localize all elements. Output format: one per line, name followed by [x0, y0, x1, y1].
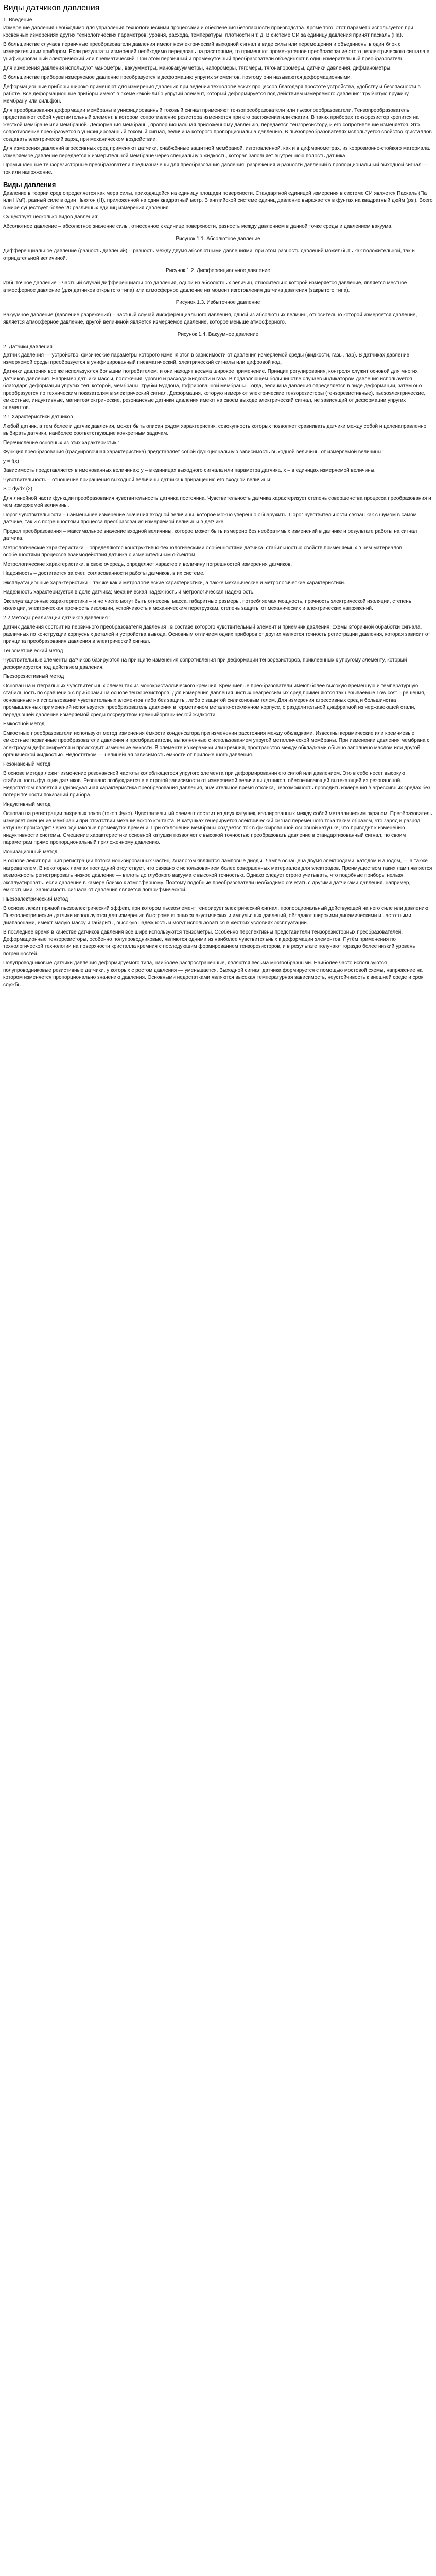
paragraph: Надежность характеризуется в доле датчика; механическая надежность и метрологическая надежность.	[3, 589, 255, 595]
figure-caption: Рисунок 1.2. Дифференциальное давление	[166, 268, 270, 274]
paragraph: Порог чувствительности – наименьшее изменение значения входной величины, которое можно уверенно обнаружить. Порог чувствительности связан как с шумом в самом датчике, так и с погрешностями процесса преобразования измеряемой величины в датчике.	[3, 512, 418, 525]
paragraph: В основе лежит прямой пьезоэлектрический эффект, при котором пьезоэлемент генерирует электрический сигнал, пропорциональный действующей на него силе или давлению. Пьезоэлектрические датчики используются для измерения быстроменяющихся акустических и импульсных давлений, обладают широкими динамическими и частотными диапазонами, имеют малую массу и габариты, высокую надежность и могут использоваться в жестких условиях эксплуатации.	[3, 906, 431, 926]
paragraph: Датчики давления все же используются большим потребителем, и они находят весьма широкое применение. Принцип регулирования, контроля служит основой для многих датчиков давления. Например датчики массы, положения, уровня и расхода жидкости и газа. В подавляющем большинстве случаев индикатором давления используется благодаря деформации упругих тел, которой, мембраны, трубки Бурдона, гофрированной мембраны. Тогда, величина давления определяется в виде деформации, затем оно преобразуется по техническим показателям в электрический сигнал. Деформация, которую измеряют электрические тензорезисторы (тензорезистивные), пьезоэлектрические, емкостные, индуктивные, магнитоэлектрические, резонансные датчики давления имеют на своем выходе электрический сигнал, не зависящий от деформации упругих элементов.	[3, 369, 427, 411]
paragraph: Для измерения давления используют манометры, вакуумметры, мановакуумметры, напоромеры, тягомеры, тягонапоромеры, датчики давления, дифманометры.	[3, 65, 392, 71]
paragraph: Зависимость представляется в именованных величинах: y – в единицах выходного сигнала или параметра датчика, x – в единицах измеряемой величины.	[3, 468, 376, 473]
paragraph: Для преобразования деформации мембраны в унифицированный токовый сигнал применяют тензопреобразователи или пьезопреобразователи. Тензопреобразователь представляет собой чувствительный элемент, в котором сопротивление резистора изменяется при его растяжении или сжатии. В таких приборах тензорезистор крепится на жесткой мембране или мембраной. Деформация мембраны, пропорциональная приложенному давлению, передается тензорезистору, и его сопротивление изменяется. Это сопротивление преобразуется в унифицированный токовый сигнал, величина которого пропорциональна давлению. В пьезопреобразователях используется свойство кристаллов создавать электрический заряд при механическом воздействии.	[3, 108, 433, 142]
paragraph: Пьезоэлектрический метод	[3, 896, 68, 902]
paragraph: Метрологические характеристики – определяются конструктивно-технологическими особенностями датчика, стабильностью свойств применяемых в нем материалов, особенностями процессов взаимодействия датчика с измерительным объектом.	[3, 545, 405, 558]
document-page	[0, 0, 436, 997]
paragraph: Перечисление основных из этих характеристик :	[3, 440, 119, 446]
section-heading: Виды давления	[3, 181, 56, 189]
paragraph: Пьезорезистивный метод	[3, 674, 64, 680]
paragraph: Датчик давления — устройство, физические параметры которого изменяются в зависимости от давления измеряемой среды (жидкости, газы, пар). В датчиках давление измеряемой среды преобразуется в унифицированный пневматический, электрический сигналы или цифровой код.	[3, 352, 411, 365]
paragraph: Метрологические характеристики, в свою очередь, определяет характер и величину погрешностей измерения датчиков.	[3, 562, 292, 567]
paragraph: Емкостной метод	[3, 721, 45, 727]
paragraph: Индуктивный метод	[3, 802, 51, 807]
paragraph: Любой датчик, а тем более и датчик давления, может быть описан рядом характеристик, совокупность которых позволяет сравнивать датчики между собой и целенаправленно выбирать датчики, наиболее соответствующие конкретным задачам.	[3, 423, 428, 436]
paragraph: 2.1 Характеристики датчиков	[3, 414, 73, 420]
paragraph: Полупроводниковые датчики давления деформируемого типа, наиболее распространённые, являются весьма многообразными. Наиболее часто используются полупроводниковые резистивные датчики, у которых с ростом давления — уменьшается. Выходной сигнал датчика формируется с помощью мостовой схемы, напряжение на котором изменяется пропорционально значению давления. Основными недостатками являются высокая температурная зависимость, неустойчивость к внешней среде и срок службы.	[3, 960, 425, 988]
paragraph: Предел преобразования – максимальное значение входной величины, которое может быть измерено без необратимых изменений в датчике и результате работы на сигнал датчика.	[3, 529, 419, 541]
paragraph: Вакуумное давление (давление разрежения) – частный случай дифференциального давления, одной из абсолютных величин, относительно которой измеряется давление, является атмосферное давление, другой величиной является измеряемое давление, которое меньше атмосферного.	[3, 312, 419, 325]
paragraph: Для линейной части функции преобразования чувствительность датчика постоянна. Чувствительность датчика характеризует степень совершенства процесса преобразования и чем измеряемой величины.	[3, 496, 433, 509]
paragraph: y = f(x)	[3, 459, 19, 464]
paragraph: Дифференциальное давление (разность давлений) – разность между двумя абсолютными давлениями, при этом разность давлений может быть как положительной, так и отрицательной величиной.	[3, 248, 416, 261]
paragraph: Избыточное давление – частный случай дифференциального давления, одной из абсолютных величин, относительно которой измеряется давление, является местное атмосферное давление (для датчиков открытого типа) или атмосферное давление на момент изготовления датчика давления (закрытого типа).	[3, 280, 409, 293]
paragraph: Резонансный метод	[3, 761, 51, 767]
paragraph: Эксплуатационные характеристики – и не число могут быть отнесены масса, габаритные размеры, потребляемая мощность, прочность электрической изоляции, степень изоляции, электрическая прочность изоляции, устойчивость к механическим перегрузкам, степень защиты от механических и электрических напряжений.	[3, 599, 413, 612]
figure-caption: Рисунок 1.4. Вакуумное давление	[177, 332, 259, 337]
paragraph: В большинстве приборов измеряемое давление преобразуется в деформацию упругих элементов, поэтому они называются деформационными.	[3, 75, 352, 80]
paragraph: В основе лежит принцип регистрации потока ионизированных частиц. Аналогом являются ламповые диоды. Лампа оснащена двумя электродами: катодом и анодом, — а также нагревателем. В некоторых лампах последний отсутствует, что связано с использованием более совершенных материалов для электродов. Преимуществом таких ламп является возможность регистрировать низкое давление — вплоть до глубокого вакуума с высокой точностью. Однако следует строго учитывать, что подобные приборы нельзя эксплуатировать, если давление в камере близко к атмосферному. Поэтому подобные преобразователи необходимо сочетать с другими датчиками давления, например, емкостными. Зависимость сигнала от давления является логарифмической.	[3, 858, 434, 893]
paragraph: В последнее время в качестве датчиков давления все шире используются тензометры. Особенно перспективны представители тензорезисторных преобразователей. Деформационные тензорезисторы, особенно полупроводниковые, являются одними из наиболее чувствительных к деформации элементов. Путём применения по технологической технологии на поверхности кристалла кремния с последующим формированием тензорезисторов, и в результате получают гораздо более низкий уровень погрешностей.	[3, 929, 417, 957]
page-title: Виды датчиков давления	[3, 4, 100, 12]
paragraph: Абсолютное давление – абсолютное значение силы, отнесенное к единице поверхности, разность между давлением в данной точке среды и давлением вакуума.	[3, 224, 393, 229]
paragraph: Основан на регистрации вихревых токов (токов Фуко). Чувствительный элемент состоит из двух катушек, изолированных между собой металлическим экраном. Преобразователь измеряет смещение мембраны при отсутствии механического контакта. В катушках генерируется электрический сигнал переменного тока таким образом, что заряд и разряд катушек происходит через одинаковые промежутки времени. При отклонении мембраны создаётся ток в фиксированной основной катушке, что приводит к изменению индуктивности системы. Смещение характеристики основной катушки позволяет с высокой точностью преобразовать давление в стандартизованный сигнал, по своим параметрам прямо пропорциональный приложенному давлению.	[3, 811, 434, 845]
paragraph: Основан на интегральных чувствительных элементах из монокристаллического кремния. Кремниевые преобразователи имеют более высокую временную и температурную стабильность по сравнению с приборами на основе тензорезисторов. Для измерения давления чистых неагрессивных сред применяются так называемые Low cost – решения, основанные на использовании чувствительных элементов либо без защиты, либо с защитой силиконовым гелем. Для измерения агрессивных сред и большинства промышленных применений используется преобразователь давления в герметичном металло-стеклянном корпусе, с разделительной диафрагмой из нержавеющей стали, передающей давление измеряемой среды посредством кремнийорганической жидкости.	[3, 683, 427, 718]
paragraph: Тензометрический метод	[3, 648, 63, 654]
figure-caption: Рисунок 1.3. Избыточное давление	[176, 300, 260, 306]
paragraph: Существует несколько видов давления:	[3, 214, 99, 220]
paragraph: Измерение давления необходимо для управления технологическими процессами и обеспечения безопасности производства. Кроме того, этот параметр используется при косвенных измерениях других технологических параметров: уровня, расхода, температуры, плотности и т. д. В системе СИ за единицу давления принят паскаль (Па).	[3, 25, 415, 38]
paragraph: В основе метода лежит изменение резонансной частоты колеблющегося упругого элемента при деформировании его силой или давлением. Это в себе несет высокую стабильность функции датчиков. Резонанс возбуждается в в строгой зависимости от измеряемой величины датчиков, обеспечивающей вытекающей из резонансной. Недостатком является индивидуальная характеристика преобразования давления, значительное время отклика, невозможность проводить измерения в агрессивных средах без потери точности показаний прибора.	[3, 771, 432, 798]
figure-caption: Рисунок 1.1. Абсолютное давление	[176, 236, 260, 242]
paragraph: Чувствительные элементы датчиков базируются на принципе изменения сопротивления при деформации тензорезисторов, приклеенных к упругому элементу, который деформируется под действием давления.	[3, 657, 409, 670]
paragraph: Надежность – достигается за счет, согласованности работы датчиков, в их системе.	[3, 571, 205, 577]
paragraph: В большинстве случаев первичные преобразователи давления имеют неэлектрический выходной сигнал в виде силы или перемещения и объединены в один блок с измерительным прибором. Если результаты измерений необходимо передавать на расстояние, то применяют промежуточное преобразование этого неэлектрического сигнала в унифицированный электрический или пневматический. При этом первичный и промежуточный преобразователи объединяют в один измерительный преобразователь.	[3, 42, 431, 62]
paragraph: Чувствительность – отношение приращения выходной величины датчика к приращению его входной величины:	[3, 477, 272, 483]
paragraph: S = dy/dx (2)	[3, 486, 32, 492]
paragraph: Промышленные тензорезисторные преобразователи предназначены для преобразования давления, разрежения и разности давлений в пропорциональный выходной сигнал — ток или напряжение.	[3, 162, 430, 175]
paragraph: Деформационные приборы широко применяют для измерения давления при ведении технологических процессов благодаря простоте устройства, удобству и безопасности в работе. Все деформационные приборы имеют в схеме какой-либо упругий элемент, который деформируется под действием измеряемого давления: трубчатую пружину, мембрану или сильфон.	[3, 84, 422, 104]
paragraph: Ионизационный метод	[3, 849, 58, 855]
paragraph: Для измерения давлений агрессивных сред применяют датчики, снабжённые защитной мембраной, изготовленной, как и в дифманометрах, из коррозионно-стойкого материала. Измеряемое давление передается к измерительной мембране через специальную жидкость, которая заполняет внутреннюю полость датчика.	[3, 146, 432, 159]
subsection-heading: 2. Датчики давления	[3, 344, 53, 350]
paragraph: Емкостные преобразователи используют метод изменения ёмкости конденсатора при изменении расстояния между обкладками. Известны керамические или кремниевые емкостные первичные преобразователи давления и преобразователи, выполненные с использованием упругой металлической мембраны. При изменении давления мембрана с электродом деформируется и происходит изменение емкости. В элементе из керамики или кремния, пространство между обкладками обычно заполнено маслом или другой органической жидкостью. Недостатком — нелинейная зависимость ёмкости от приложенного давления.	[3, 731, 431, 758]
paragraph: 2.2 Методы реализации датчиков давления :	[3, 615, 111, 621]
paragraph: Датчик давления состоит из первичного преобразователя давления , в составе которого чувствительный элемент и приемник давления, схемы вторичной обработки сигнала, различных по конструкции корпусных деталей и устройства вывода. Основным отличием одних приборов от других является точность регистрации давления, которая зависит от принципа преобразования давления в электрический сигнал.	[3, 624, 432, 645]
paragraph: Давление в теории сред определяется как мера силы, приходящейся на единицу площади поверхности. Стандартной единицей измерения в системе СИ является Паскаль (Па или Н/м²), равный силе в один Ньютон (Н), приложенной на один квадратный метр. В английской системе единиц давление выражается в фунтах на квадратный дюйм (psi). Всего в мире существует более 20 различных единиц измерения давления.	[3, 191, 434, 211]
subsection-heading: 1. Введение	[3, 17, 32, 23]
paragraph: Функция преобразования (градуировочная характеристика) представляет собой функциональную зависимость выходной величины от измеряемой величины:	[3, 449, 383, 455]
paragraph: Эксплуатационные характеристики – так же как и метрологические характеристики, а также механические и метрологические характеристики.	[3, 580, 345, 586]
document-body	[3, 16, 433, 989]
